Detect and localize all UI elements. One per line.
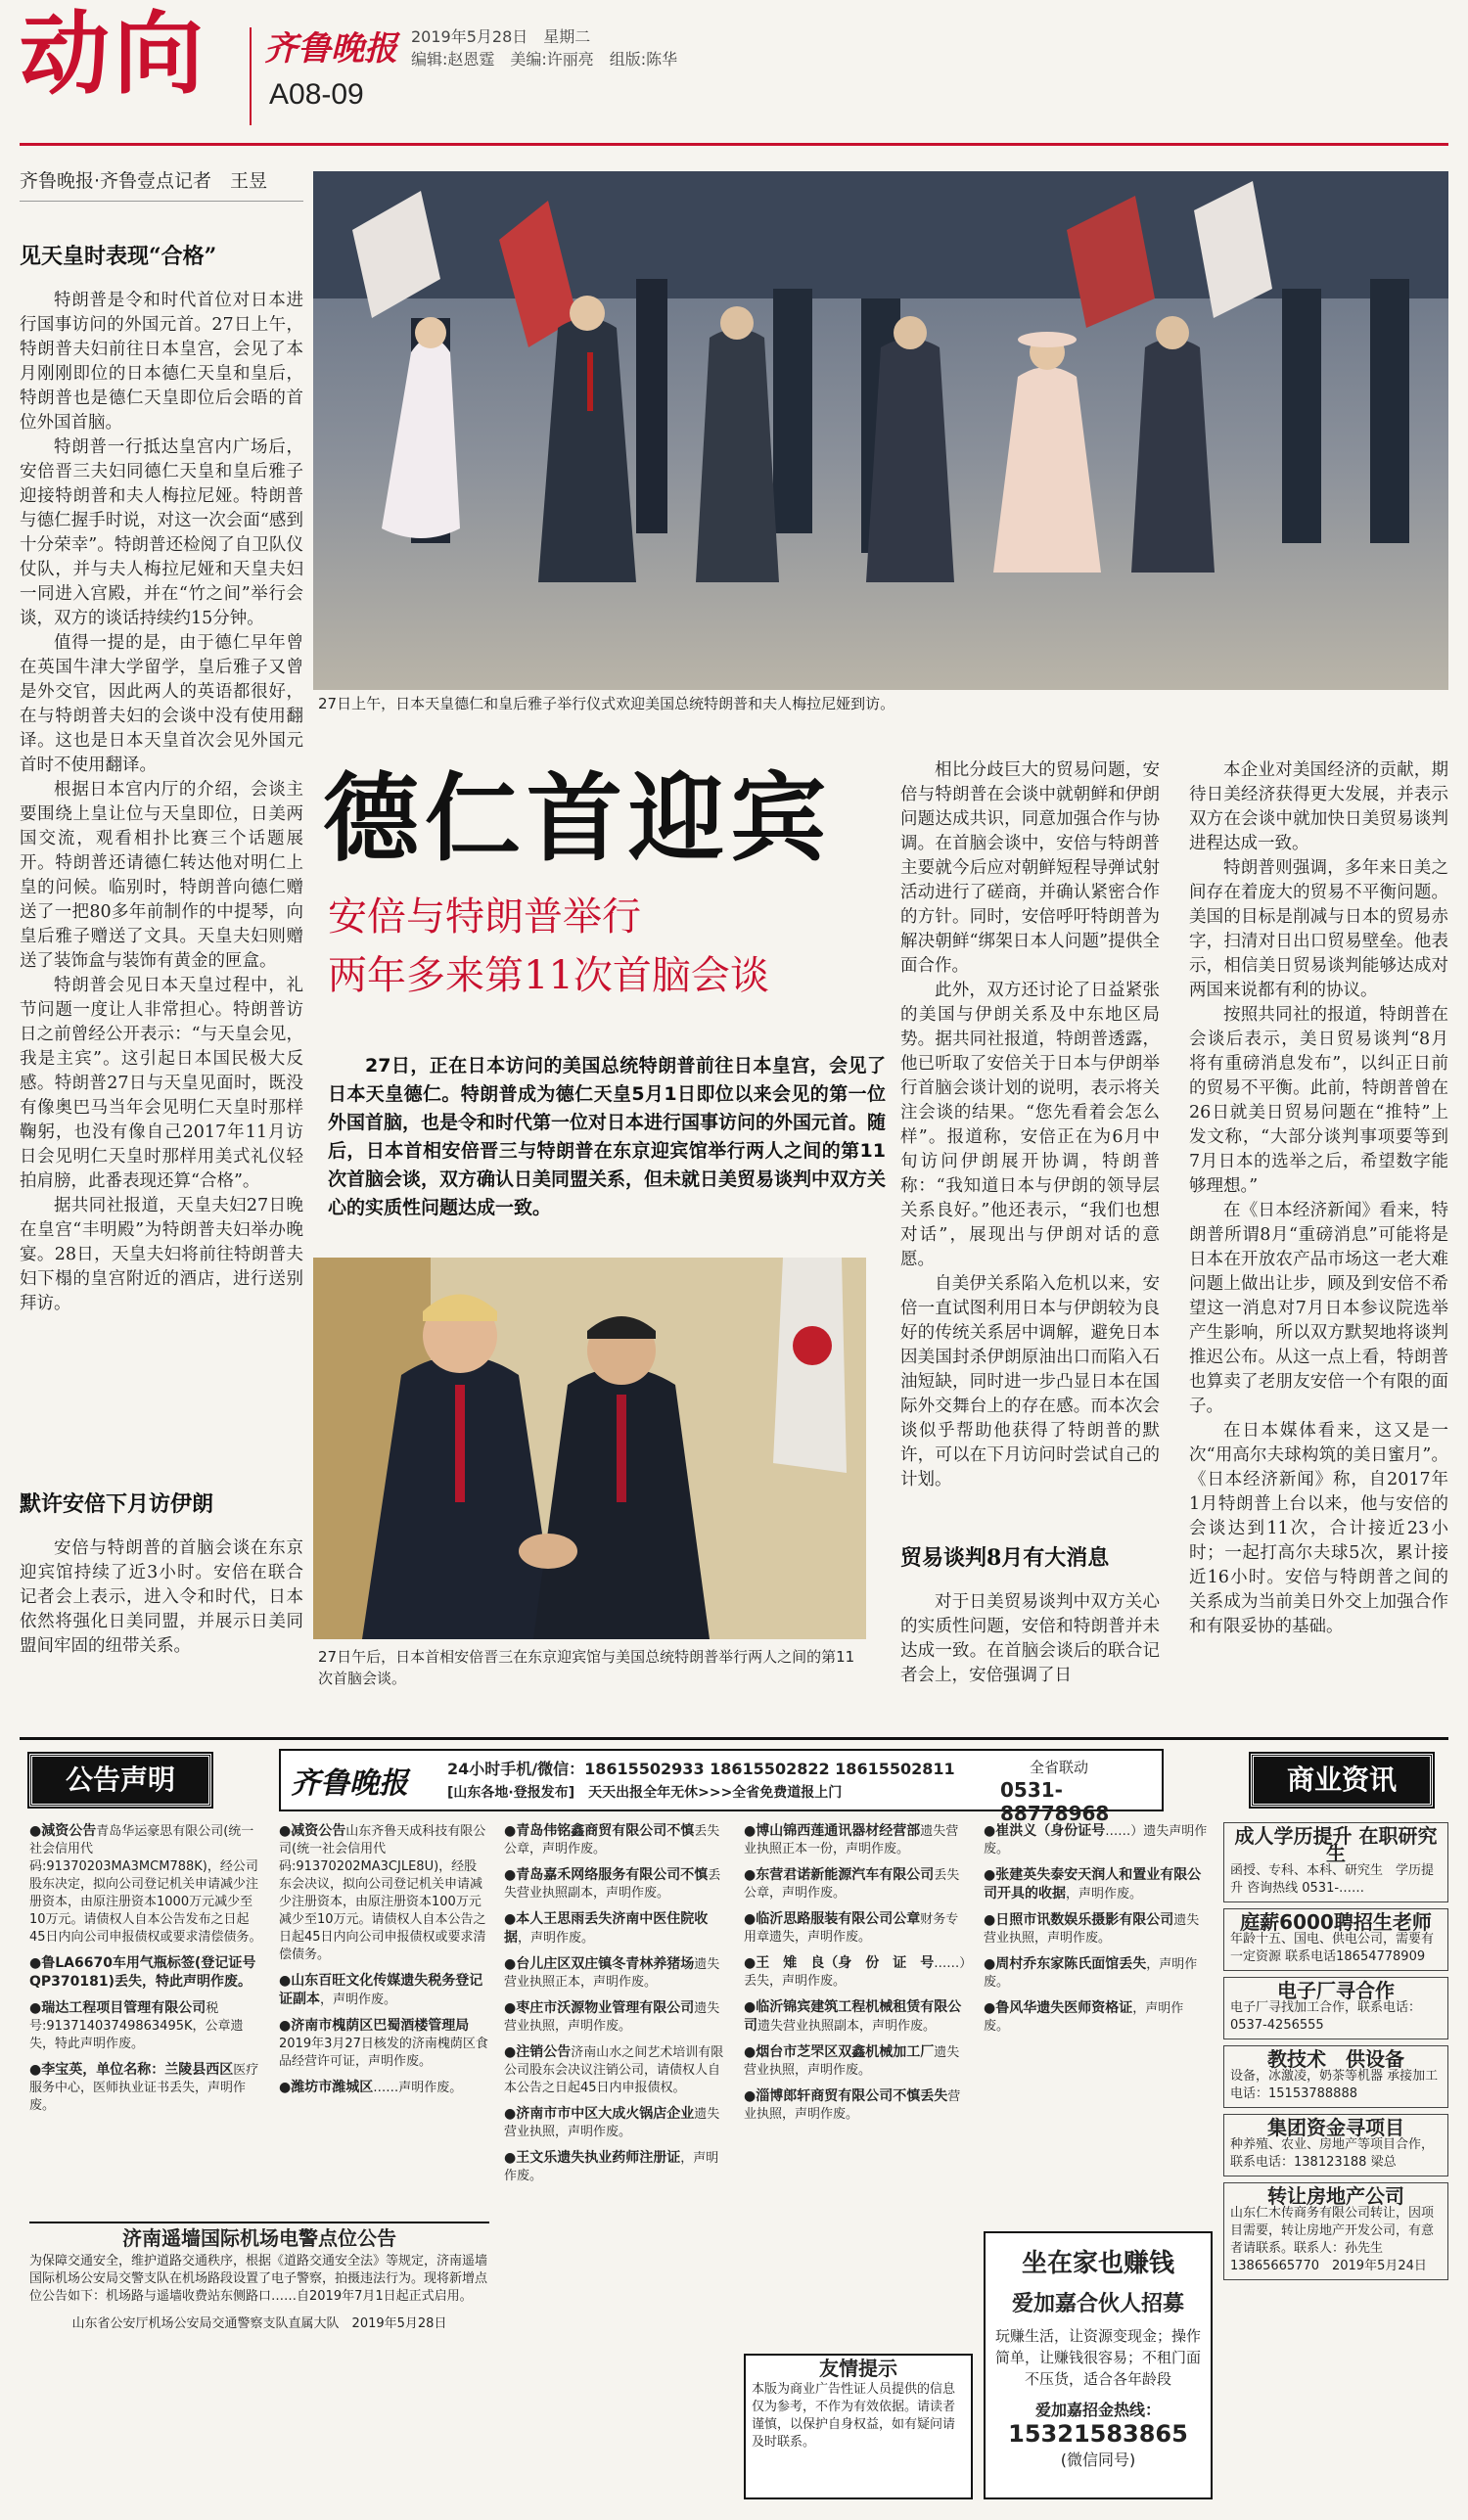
photo-illustration [313, 171, 1448, 690]
ad-column-1 [29, 1822, 264, 2204]
ad-banner [279, 1749, 1164, 1825]
airport-notice [29, 2222, 489, 2502]
business-ad: 集团资金寻项目 种养殖、农业、房地产等项目合作，联系电话：138123188 梁总 [1223, 2114, 1448, 2176]
banner-hotline: 24小时手机/微信：18615502933 18615502822 18615502811 [447, 1760, 955, 1778]
ad-item: ●潍坊市潍城区……声明作废。 [279, 2080, 463, 2095]
ad-column-3 [504, 1822, 729, 2497]
paragraph: 按照共同社的报道，特朗普在会谈后表示，美日贸易谈判“8月将有重磅消息发布”，以纠正日前的贸易不平衡。此前，特朗普曾在26日就美日贸易问题在“推特”上发文称，“大部分谈判事项要等到7月日本的选举之后，希望数字能够理想。” [1189, 1005, 1448, 1196]
business-ad: 电子厂寻合作 电子厂寻找加工合作，联系电话：0537-4256555 [1223, 1977, 1448, 2039]
paragraph: 安倍与特朗普的首脑会谈在东京迎宾馆持续了近3小时。安倍在联合记者会上表示，进入令和时代，日本依然将强化日美同盟，并展示日美同盟间牢固的纽带关系。 [20, 1538, 303, 1656]
business-column [1223, 1822, 1448, 2497]
paragraph: 在《日本经济新闻》看来，特朗普所谓8月“重磅消息”可能将是日本在开放农产品市场这一老大难问题上做出让步，顾及到安倍不希望这一消息对7月日本参议院选举产生影响，所以双方默契地将谈判推迟公布。从这一点上看，特朗普也算卖了老朋友安倍一个有限的面子。 [1189, 1201, 1448, 1416]
paragraph: 特朗普会见日本天皇过程中，礼节问题一度让人非常担心。特朗普访日之前曾经公开表示：“与天皇会见，我是主宾”。这引起日本国民极大反感。特朗普27日与天皇见面时，既没有像奥巴马当年会见明仁天皇时那样鞠躬，也没有像自己2017年11月访日会见明仁天皇时那样用美式礼仪轻拍肩膀，此番表现还算“合格”。 [20, 976, 303, 1191]
middle-column-text [900, 758, 1160, 1497]
photo2-caption: 27日午后，日本首相安倍晋三在东京迎宾馆与美国总统特朗普举行两人之间的第11次首脑会谈。 [318, 1648, 855, 1687]
banner-slogan: [山东各地·登报发布] 天天出报全年无休>>>全省免费道报上门 [447, 1785, 843, 1801]
business-ad: 成人学历提升 在职研究生 函授、专科、本科、研究生 学历提升 咨询热线 0531-…… [1223, 1822, 1448, 1902]
notice-label: 公告声明 [29, 1754, 211, 1807]
banner-phone-label: 全省联动 [1030, 1759, 1089, 1776]
recruit-wechat: (微信同号) [1060, 2451, 1136, 2469]
ad-item: ●东营君诺新能源汽车有限公司丢失公章，声明作废。 [744, 1867, 960, 1901]
paragraph: 根据日本宫内厅的介绍，会谈主要围绕上皇让位与天皇即位，日美两国交流，观看相扑比赛三个话题展开。特朗普还请德仁转达他对明仁上皇的问候。临别时，特朗普向德仁赠送了一把80多年前制作的中提琴，向皇后雅子赠送了文具。天皇夫妇则赠送了装饰盒与装饰有黄金的匣盒。 [20, 780, 303, 971]
ad-item: ●山东百旺文化传媒遗失税务登记证副本，声明作废。 [279, 1973, 483, 2007]
page-number: A08-09 [269, 78, 364, 111]
subhead-trade-talks: 贸易谈判8月有大消息 [900, 1545, 1110, 1571]
banner-phone: 0531-88778968 [1000, 1778, 1110, 1825]
ad-item: ●临沂锦宾建筑工程机械租赁有限公司遗失营业执照副本，声明作废。 [744, 1999, 962, 2034]
headline: 德仁首迎宾 [323, 762, 833, 875]
ad-item: ●崔洪义（身份证号……）遗失声明作废。 [984, 1823, 1208, 1856]
ad-item: ●张建英失泰安天润人和置业有限公司开具的收据，声明作废。 [984, 1867, 1202, 1901]
recruit-ad [984, 2231, 1213, 2499]
banner-brand: 齐鲁晚报 [291, 1766, 408, 1801]
paragraph: 特朗普则强调，多年来日美之间存在着庞大的贸易不平衡问题。美国的目标是削减与日本的贸易赤字，扫清对日出口贸易壁垒。他表示，相信美日贸易谈判能够达成对两国来说都有利的协议。 [1189, 858, 1448, 1000]
business-ad: 转让房地产公司 山东仁木传商务有限公司转让，因项目需要，转让房地产开发公司，有意者请联系。联系人：孙先生 13865665770 2019年5月24日 [1223, 2182, 1448, 2280]
paragraph: 本企业对美国经济的贡献，期待日美经济获得更大发展，并表示双方在会谈中就加快日美贸易谈判进程达成一致。 [1189, 760, 1448, 853]
friendly-tip-box [744, 2354, 973, 2499]
subhead-iran-visit: 默许安倍下月访伊朗 [20, 1491, 214, 1517]
ad-item: ●王文乐遗失执业药师注册证，声明作废。 [504, 2150, 719, 2183]
header-divider [250, 27, 252, 125]
ad-item: ●减资公告山东齐鲁天成科技有限公司(统一社会信用代码:91370202MA3CJLE8U)，经股东会决议，拟向公司登记机关申请减少注册资本，由原注册资本100万元减少至10万元。请债权人自本公告之日起45日内向公司申报债权或要求清偿债务。 [279, 1823, 486, 1962]
deck-line-1: 安倍与特朗普举行 [328, 894, 641, 939]
ad-item: ●王 雉 良（身 份 证 号……）丢失，声明作废。 [744, 1955, 966, 1989]
ad-item: ●济南市槐荫区巴蜀酒楼管理局2019年3月27日核发的济南槐荫区食品经营许可证，声明作废。 [279, 2018, 488, 2069]
ad-item: ●台儿庄区双庄镇冬青林养猪场遗失营业执照正本，声明作废。 [504, 1956, 720, 1990]
byline-rule [20, 201, 303, 202]
recruit-body: 玩赚生活，让资源变现金；操作简单，让赚钱很容易；不租门面不压货，适合各年龄段 [995, 2327, 1202, 2388]
recruit-subtitle: 爱加嘉合伙人招募 [1011, 2292, 1184, 2316]
byline: 齐鲁晚报·齐鲁壹点记者 王昱 [20, 170, 268, 192]
paragraph: 据共同社报道，天皇夫妇27日晚在皇宫“丰明殿”为特朗普夫妇举办晚宴。28日，天皇夫妇将前往特朗普夫妇下榻的皇宫附近的酒店，进行送别拜访。 [20, 1196, 303, 1313]
ad-item: ●临沂思路服装有限公司公章财务专用章遗失，声明作废。 [744, 1911, 959, 1945]
newspaper-brand: 齐鲁晚报 [264, 29, 397, 69]
header-rule [20, 143, 1448, 146]
recruit-hotline-label: 爱加嘉招金热线： [1034, 2401, 1161, 2419]
paragraph: 值得一提的是，由于德仁早年曾在英国牛津大学留学，皇后雅子又曾是外交官，因此两人的英语都很好，在与特朗普夫妇的会谈中没有使用翻译。这也是日本天皇首次会见外国元首时不使用翻译。 [20, 633, 303, 775]
recruit-hotline: 15321583865 [1008, 2420, 1188, 2448]
airport-notice-body: 为保障交通安全，维护道路交通秩序，根据《道路交通安全法》等规定，济南遥墙国际机场公安局交警支队在机场路段设置了电子警察，拍摄违法行为。现将新增点位公告如下：机场路与遥墙收费站东侧路口……自2019年7月1日起正式启用。 [29, 2254, 488, 2304]
photo-welcome-ceremony [313, 171, 1448, 690]
ad-item: ●烟台市芝罘区双鑫机械加工厂遗失营业执照，声明作废。 [744, 2044, 960, 2078]
airport-notice-title: 济南遥墙国际机场电警点位公告 [122, 2226, 396, 2250]
business-label: 商业资讯 [1251, 1754, 1433, 1807]
editor-line: 编辑:赵恩霆 美编:许丽亮 组版:陈华 [411, 50, 678, 69]
ad-item: ●李宝英，单位名称：兰陵县西区医疗服务中心，医师执业证书丢失，声明作废。 [29, 2062, 259, 2113]
lead-paragraph [328, 1052, 886, 1222]
ad-item: ●本人王思雨丢失济南中医住院收据，声明作废。 [504, 1911, 709, 1946]
ad-column-2 [279, 1822, 489, 2214]
paragraph: 对于日美贸易谈判中双方关心的实质性问题，安倍和特朗普并未达成一致。在首脑会谈后的联合记者会上，安倍强调了日 [900, 1592, 1160, 1685]
business-ad: 庭薪6000聘招生老师 年龄十五、国电、供电公司，需要有一定资源 联系电话18654778909 [1223, 1908, 1448, 1971]
photo1-caption: 27日上午，日本天皇德仁和皇后雅子举行仪式欢迎美国总统特朗普和夫人梅拉尼娅到访。 [318, 695, 895, 712]
airport-notice-sign: 山东省公安厅机场公安局交通警察支队直属大队 2019年5月28日 [71, 2316, 447, 2331]
ad-item: ●淄博郎轩商贸有限公司不慎丢失营业执照，声明作废。 [744, 2088, 961, 2122]
right-column-text [1189, 758, 1448, 1718]
lead-text: 27日，正在日本访问的美国总统特朗普前往日本皇宫，会见了日本天皇德仁。特朗普成为德仁天皇5月1日即位以来会见的第一位外国首脑，也是令和时代第一位对日本进行国事访问的外国元首。随后，日本首相安倍晋三与特朗普在东京迎宾馆举行两人之间的第11次首脑会谈，双方确认日美同盟关系，但未就日美贸易谈判中双方关心的实质性问题达成一致。 [328, 1055, 887, 1218]
ad-column-5 [984, 1822, 1209, 2214]
date-line: 2019年5月28日 星期二 [411, 27, 591, 46]
ad-item: ●注销公告济南山水之间艺术培训有限公司股东会决议注销公司，请债权人自本公告之日起45日内申报债权。 [504, 2044, 724, 2095]
friendly-tip-title: 友情提示 [819, 2357, 897, 2380]
photo-illustration [313, 1258, 866, 1639]
ad-item: ●青岛嘉禾网络服务有限公司不慎丢失营业执照副本，声明作废。 [504, 1867, 721, 1901]
left-column-text-2 [20, 1536, 303, 1718]
paragraph: 此外，双方还讨论了日益紧张的美国与伊朗关系及中东地区局势。据共同社报道，特朗普透露，他已听取了安倍关于日本与伊朗举行首脑会谈计划的说明，表示将关注会谈的结果。“您先看着会怎么样”。报道称，安倍正在为6月中旬访问伊朗展开协调，特朗普称：“我知道日本与伊朗的领导层关系良好。”他还表示，“我们也想对话”，展现出与伊朗对话的意愿。 [900, 981, 1160, 1269]
subhead-meeting-emperor: 见天皇时表现“合格” [20, 244, 217, 269]
ad-item: ●青岛伟铭鑫商贸有限公司不慎丢失公章，声明作废。 [504, 1823, 720, 1856]
ad-item: ●枣庄市沃源物业管理有限公司遗失营业执照，声明作废。 [504, 2000, 720, 2034]
left-column-text [20, 289, 303, 1463]
paragraph: 特朗普是令和时代首位对日本进行国事访问的外国元首。27日上午，特朗普夫妇前往日本皇宫，会见了本月刚刚即位的日本德仁天皇和皇后，特朗普也是德仁天皇即位后会晤的首位外国首脑。 [20, 291, 303, 433]
ad-item: ●減资公告青岛华运豪思有限公司(统一社会信用代码:91370203MA3MCM788K)，经公司股东决定，拟向公司登记机关申请减少注册资本，由原注册资本1000万元减少至10万元。请债权人自本公告发布之日起45日内向公司申报债权或要求清偿债务。 [29, 1823, 262, 1945]
paragraph: 特朗普一行抵达皇宫内广场后，安倍晋三夫妇同德仁天皇和皇后雅子迎接特朗普和夫人梅拉尼娅。特朗普与德仁握手时说，对这一次会面“感到十分荣幸”。特朗普还检阅了自卫队仪仗队，并与夫人梅拉尼娅和天皇夫妇一同进入宫殿，并在“竹之间”举行会谈，双方的谈话持续约15分钟。 [20, 437, 303, 628]
ad-item: ●周村乔东家陈氏面馆丢失，声明作废。 [984, 1956, 1198, 1990]
ads-top-rule [20, 1737, 1448, 1740]
recruit-title: 坐在家也赚钱 [1021, 2249, 1174, 2278]
section-title: 动向 [20, 2, 208, 107]
ad-item: ●济南市市中区大成火锅店企业遗失营业执照，声明作废。 [504, 2106, 720, 2139]
ad-item: ●瑞达工程项目管理有限公司税号:91371403749863495K，公章遗失，特此声明作废。 [29, 2000, 244, 2051]
paragraph: 相比分歧巨大的贸易问题，安倍与特朗普在会谈中就朝鲜和伊朗问题达成共识，同意加强合作与协调。在首脑会谈中，安倍与特朗普主要就今后应对朝鲜短程导弹试射活动进行了磋商，并确认紧密合作的方针。同时，安倍呼吁特朗普为解决朝鲜“绑架日本人问题”提供全面合作。 [900, 760, 1160, 976]
business-ad: 教技术 供设备 设备，冰激凌，奶茶等机器 承接加工 电话：15153788888 [1223, 2045, 1448, 2108]
ad-item: ●日照市讯数娱乐摄影有限公司遗失营业执照，声明作废。 [984, 1912, 1200, 1946]
paragraph: 自美伊关系陷入危机以来，安倍一直试图利用日本与伊朗较为良好的传统关系居中调解，避免日本因美国封杀伊朗原油出口而陷入石油短缺，同时进一步凸显日本在国际外交舞台上的存在感。而本次会谈似乎帮助他获得了特朗普的默许，可以在下月访问时尝试自己的计划。 [900, 1274, 1160, 1489]
paragraph: 在日本媒体看来，这又是一次“用高尔夫球构筑的美日蜜月”。《日本经济新闻》称，自2017年1月特朗普上台以来，他与安倍的会谈达到11次，合计接近23小时；一起打高尔夫球5次，累计接近16小时。安倍与特朗普之间的关系成为当前美日外交上加强合作和有限妥协的基础。 [1189, 1421, 1448, 1636]
ad-column-4 [744, 1822, 969, 2341]
middle-column-text-2 [900, 1590, 1160, 1718]
ad-item: ●鲁LA6670车用气瓶标签(登记证号QP370181)丢失，特此声明作废。 [29, 1955, 256, 1990]
photo-summit-handshake [313, 1258, 866, 1639]
friendly-tip-body: 本版为商业广告性证人员提供的信息仅为参考，不作为有效依据。请读者谨慎，以保护自身权益，如有疑问请及时联系。 [752, 2382, 956, 2450]
deck-line-2: 两年多来第11次首脑会谈 [328, 953, 769, 998]
ad-item: ●鲁风华遗失医师资格证，声明作废。 [984, 2000, 1184, 2034]
ad-item: ●博山锦西莲通讯器材经营部遗失营业执照正本一份，声明作废。 [744, 1823, 959, 1856]
